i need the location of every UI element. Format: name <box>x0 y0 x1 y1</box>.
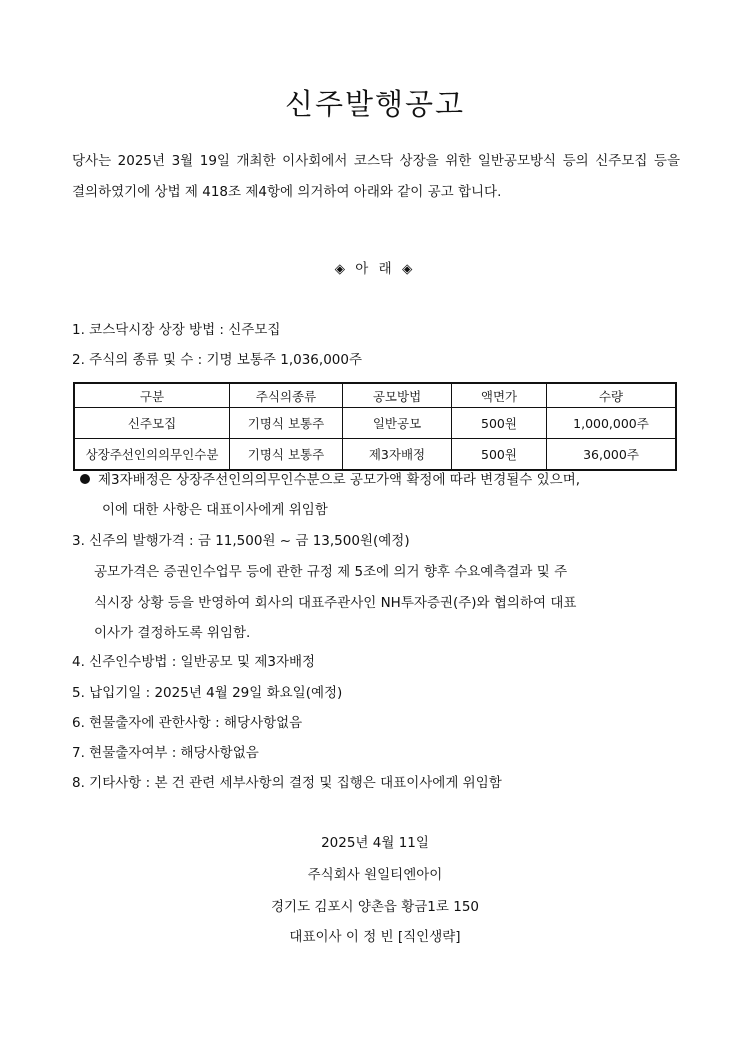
shares-table <box>73 382 677 471</box>
table-cell: 1,000,000주 <box>547 408 677 439</box>
item-4: 4. 신주인수방법 : 일반공모 및 제3자배정 <box>72 654 316 670</box>
company-name: 주식회사 원일티엔아이 <box>307 867 443 883</box>
col-header: 구분 <box>74 383 230 408</box>
bullet-icon <box>80 474 90 484</box>
table-row <box>74 439 676 471</box>
item-2: 2. 주식의 종류 및 수 : 기명 보통주 1,036,000주 <box>72 352 362 368</box>
item-8: 8. 기타사항 : 본 건 관련 세부사항의 결정 및 집행은 대표이사에게 위임함 <box>72 775 502 791</box>
table-cell: 500원 <box>452 408 547 439</box>
intro-paragraph: 당사는 2025년 3월 19일 개최한 이사회에서 코스닥 상장을 위한 일반공모방식 등의 신주모집 등을 결의하였기에 상법 제 418조 제4항에 의거하여 아래와 같이 공고 합니다. <box>72 153 681 200</box>
page-title: 신주발행공고 <box>284 87 466 121</box>
col-header: 액면가 <box>452 383 547 408</box>
note-text-1: 제3자배정은 상장주선인의의무인수분으로 공모가액 확정에 따라 변경될수 있으며, <box>98 472 581 488</box>
table-row <box>74 408 676 439</box>
item-3-detail-1: 공모가격은 증권인수업무 등에 관한 규정 제 5조에 의거 향후 수요예측결과 및 주 <box>94 564 568 580</box>
item-5: 5. 납입기일 : 2025년 4월 29일 화요일(예정) <box>72 685 343 701</box>
item-3-detail-3: 이사가 결정하도록 위임함. <box>94 625 251 641</box>
ceo-signature: 대표이사 이 정 빈 [직인생략] <box>289 929 461 945</box>
table-cell: 제3자배정 <box>343 439 452 471</box>
table-cell: 기명식 보통주 <box>230 408 343 439</box>
table-cell: 500원 <box>452 439 547 471</box>
col-header: 공모방법 <box>343 383 452 408</box>
table-cell: 36,000주 <box>547 439 677 471</box>
announcement-date: 2025년 4월 11일 <box>321 835 429 851</box>
item-7: 7. 현물출자여부 : 해당사항없음 <box>72 745 259 761</box>
table-cell: 신주모집 <box>74 408 230 439</box>
item-3-detail-2: 식시장 상황 등을 반영하여 회사의 대표주관사인 NH투자증권(주)와 협의하여 대표 <box>94 595 577 611</box>
note-line-1 <box>80 468 580 488</box>
item-1: 1. 코스닥시장 상장 방법 : 신주모집 <box>72 322 281 338</box>
table-cell: 상장주선인의의무인수분 <box>74 439 230 471</box>
col-header: 주식의종류 <box>230 383 343 408</box>
table-cell: 기명식 보통주 <box>230 439 343 471</box>
item-6: 6. 현물출자에 관한사항 : 해당사항없음 <box>72 715 303 731</box>
table-header-row <box>74 383 676 408</box>
note-line-2: 이에 대한 사항은 대표이사에게 위임함 <box>102 502 328 518</box>
company-address: 경기도 김포시 양촌읍 황금1로 150 <box>270 899 479 915</box>
table-cell: 일반공모 <box>343 408 452 439</box>
section-subhead: ◈ 아 래 ◈ <box>334 261 416 277</box>
col-header: 수량 <box>547 383 677 408</box>
item-3: 3. 신주의 발행가격 : 금 11,500원 ~ 금 13,500원(예정) <box>72 533 410 549</box>
